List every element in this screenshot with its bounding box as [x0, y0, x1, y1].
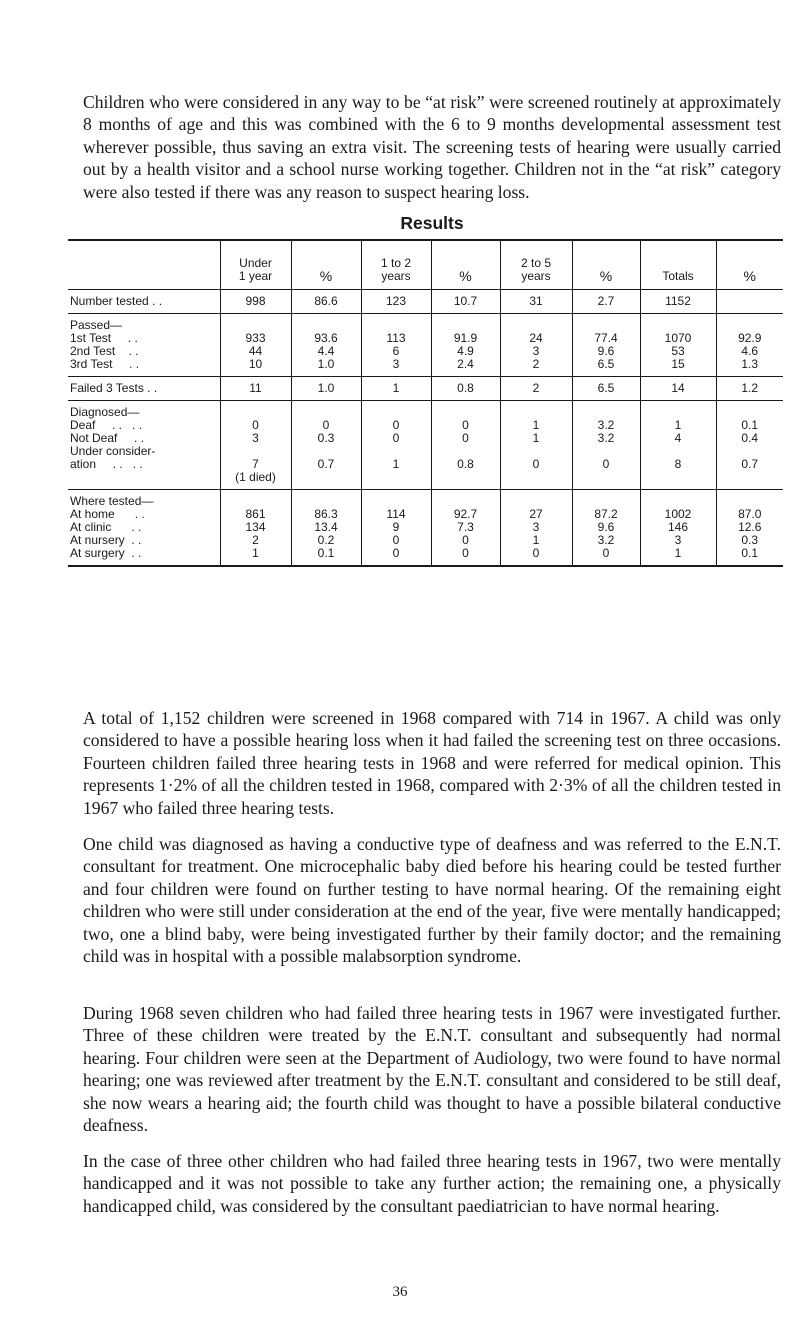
table-cell: 11 [220, 377, 291, 401]
group-cell: 0 3 7 (1 died) [220, 401, 291, 490]
header-2-to-5-years: 2 to 5 years [500, 240, 572, 290]
group-heading: Passed— [70, 318, 123, 332]
header-totals: Totals [640, 240, 716, 290]
table-cell: 1 [361, 377, 431, 401]
group-cell: 861 134 2 1 [220, 490, 291, 567]
row-label: At surgery . . [70, 546, 142, 560]
paragraph-total-screened: A total of 1,152 children were screened in 1968 compared with 714 in 1967. A child was only considered to have a possible hearing loss when it had failed the screening test on three occasions. Fourteen children failed three hearing tests in 1968 and were referred for medical opinion. This represents 1·2% of all the children tested in 1968, compared with 2·3% of all the children tested in 1967 who failed three hearing tests. [83, 708, 781, 818]
header-under-1-year: Under 1 year [220, 240, 291, 290]
table-cell: 2.7 [572, 290, 640, 314]
group-cell: 93.6 4.4 1.0 [291, 314, 361, 377]
header-percent: % [716, 240, 783, 290]
header-percent: % [572, 240, 640, 290]
paragraph-1968-followup: During 1968 seven children who had failed three hearing tests in 1967 were investigated further. Three of these children were treated by the E.N.T. consultant and subsequently had normal hearing. Four children were seen at the Department of Audiology, two were found to have normal hearing; one was reviewed after treatment by the E.N.T. consultant and considered to be still deaf, she now wears a hearing aid; the fourth child was thought to have a possible bilateral conductive deafness. [83, 1003, 781, 1136]
table-cell [716, 290, 783, 314]
group-cell: 113 6 3 [361, 314, 431, 377]
group-labels [68, 314, 220, 377]
group-cell: 86.3 13.4 0.2 0.1 [291, 490, 361, 567]
group-cell: 1 1 0 [500, 401, 572, 490]
group-cell: 24 3 2 [500, 314, 572, 377]
group-heading: Diagnosed— [70, 405, 140, 419]
group-cell: 92.7 7.3 0 0 [431, 490, 500, 567]
table-cell: 123 [361, 290, 431, 314]
page-number: 36 [392, 1284, 408, 1300]
group-cell: 933 44 10 [220, 314, 291, 377]
group-cell: 1002 146 3 1 [640, 490, 716, 567]
row-label: 1st Test . . [70, 331, 138, 345]
row-label: 2nd Test . . [70, 344, 139, 358]
table-cell: 998 [220, 290, 291, 314]
header-empty [68, 240, 220, 290]
header-percent: % [291, 240, 361, 290]
row-label: Not Deaf . . [70, 431, 145, 445]
group-cell: 91.9 4.9 2.4 [431, 314, 500, 377]
table-cell: 0.8 [431, 377, 500, 401]
row-label: Under consider- [70, 444, 156, 458]
group-cell: 87.2 9.6 3.2 0 [572, 490, 640, 567]
results-table [68, 239, 783, 567]
table-cell: 1.0 [291, 377, 361, 401]
group-cell: 0 0.3 0.7 [291, 401, 361, 490]
group-cell: 27 3 1 0 [500, 490, 572, 567]
row-label: 3rd Test . . [70, 357, 140, 371]
table-cell: 10.7 [431, 290, 500, 314]
table-cell: 14 [640, 377, 716, 401]
row-label: At home . . [70, 507, 145, 521]
table-cell: 6.5 [572, 377, 640, 401]
group-cell: 3.2 3.2 0 [572, 401, 640, 490]
table-cell: 1152 [640, 290, 716, 314]
paragraph-diagnosis: One child was diagnosed as having a conductive type of deafness and was referred to the E.N.T. consultant for treatment. One microcephalic baby died before his hearing could be tested further and four children were found on further testing to have normal hearing. Of the remaining eight children who were still under consideration at the end of the year, five were mentally handicapped; two, one a blind baby, were being investigated further by their family doctor; and the remaining child was in hospital with a possible malabsorption syndrome. [83, 834, 781, 967]
row-label: Failed 3 Tests . . [68, 377, 220, 401]
paragraph-intro: Children who were considered in any way to be “at risk” were screened routinely at approximately 8 months of age and this was combined with the 6 to 9 months developmental assessment test wherever possible, thus saving an extra visit. The screening tests of hearing were usually carried out by a health visitor and a school nurse working together. Children not in the “at risk” category were also tested if there was any reason to suspect hearing loss. [83, 92, 781, 202]
group-passed [68, 314, 783, 377]
group-cell: 92.9 4.6 1.3 [716, 314, 783, 377]
group-cell: 1070 53 15 [640, 314, 716, 377]
row-label: At nursery . . [70, 533, 142, 547]
group-cell: 1 4 8 [640, 401, 716, 490]
died-note: (1 died) [235, 470, 276, 484]
group-cell: 114 9 0 0 [361, 490, 431, 567]
group-heading: Where tested— [70, 494, 154, 508]
row-failed-3-tests [68, 377, 783, 401]
group-labels [68, 401, 220, 490]
row-label: At clinic . . [70, 520, 142, 534]
row-number-tested [68, 290, 783, 314]
row-label: Number tested . . [68, 290, 220, 314]
row-label: Deaf . . . . [70, 418, 143, 432]
group-diagnosed [68, 401, 783, 490]
table-cell: 2 [500, 377, 572, 401]
group-cell: 0.1 0.4 0.7 [716, 401, 783, 490]
group-cell: 0 0 0.8 [431, 401, 500, 490]
row-label: ation . . . . [70, 457, 143, 471]
table-cell: 1.2 [716, 377, 783, 401]
group-cell: 77.4 9.6 6.5 [572, 314, 640, 377]
group-cell: 0 0 1 [361, 401, 431, 490]
group-labels [68, 490, 220, 567]
table-cell: 86.6 [291, 290, 361, 314]
header-percent: % [431, 240, 500, 290]
group-where-tested [68, 490, 783, 567]
table-title: Results [400, 213, 464, 233]
header-1-to-2-years: 1 to 2 years [361, 240, 431, 290]
table-cell: 31 [500, 290, 572, 314]
group-cell: 87.0 12.6 0.3 0.1 [716, 490, 783, 567]
table-header-row [68, 240, 783, 290]
paragraph-three-other: In the case of three other children who had failed three hearing tests in 1967, two were mentally handicapped and it was not possible to take any further action; the remaining one, a physically handicapped child, was considered by the consultant paediatrician to have normal hearing. [83, 1151, 781, 1216]
